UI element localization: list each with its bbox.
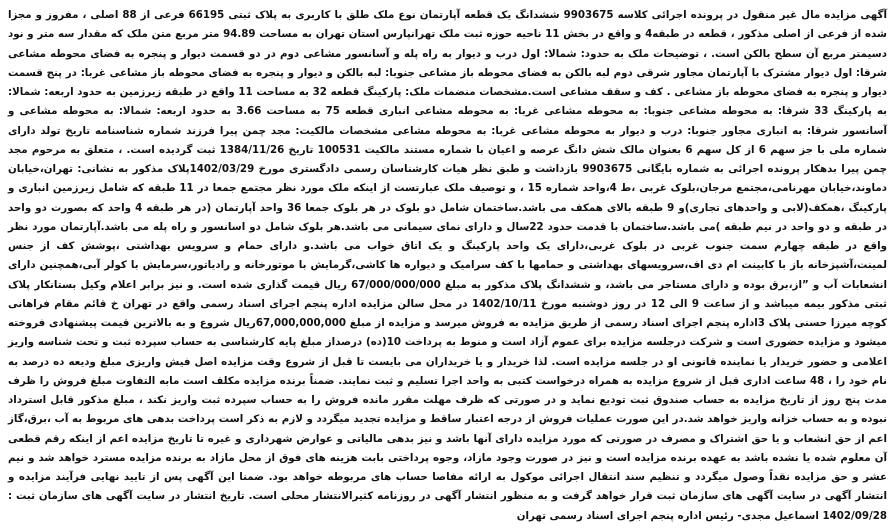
auction-notice bbox=[8, 6, 887, 526]
auction-notice-text: آگهی مزایده مال غیر منقول در پرونده اجرائی کلاسه 9903675 ششدانگ یک قطعه آپارتمان نوع ملک طلق با کاربری به پلاک ثبتی 66195 فرعی از 88 اصلی ، مفروز و مجزا شده از فرعی از اصلی مذکور ، قطعه در طبقه4 و واقع در بخش 11 ناحیه حوزه ثبت ملک تهرانپارس استان تهران به مساحت 94.89 متر مربع متن ملک که مقدار سه متر و نود دسیمتر مربع آن سطح بالکن است. ، توضیحات ملک به حدود: شمالا: اول درب و دیوار به راه پله و آسانسور مشاعی دوم در دو قسمت دیوار و پنجره به فضای محوطه مشاعی شرقا: اول دیوار مشترک با آپارتمان مجاور شرقی دوم لبه بالکن به فضای محوطه باز مشاعی جنوبا: لبه بالکن و دیوار و پنجره به فضای محوطه باز مشاعی غربا: در پنج قسمت دیوار و پنجره به فضای محوطه باز مشاعی . کف و سقف مشاعی است.مشخصات منضمات ملک: پارکینگ قطعه 32 به مساحت 11 واقع در طبقه زیرزمین به حدود اربعه: شمالا: به پارکینگ 33 شرقا: به محوطه مشاعی جنوبا: به محوطه مشاعی غربا: به محوطه مشاعی انباری قطعه 75 به مساحت 3.66 به حدود اربعه: شمالا: به محوطه مشاعی و آسانسور شرقا: به انباری مجاور جنوبا: درب و دیوار به محوطه مشاعی غربا: به محوطه مشاعی مشخصات مالکیت: مجد چمن پیرا فرزند شماره شناسنامه تاریخ تولد دارای شماره ملی با جز سهم 6 از کل سهم 6 بعنوان مالک شش دانگ عرصه و اعیان با شماره مستند مالکیت 100531 تاریخ 1384/11/26 ثبت گردیده است. ، متعلق به مرحوم مجد چمن پیرا بدهکار پرونده اجرائی به شماره بایگانی 9903675 بازداشت و طبق نظر هیات کارشناسان رسمی دادگستری مورخ 1402/03/29پلاک مذکور به نشانی: تهران،خیابان دماوند،خیابان مهرنامی،مجتمع مرجان،بلوک غربی ،ط 4،واحد شماره 15 ، و توصیف ملک عبارتست از اینکه ملک مورد نظر مجتمع جمعا در 11 طبقه که شامل زیرزمین انباری و پارکینگ ،همکف(لابی و واحدهای تجاری)و 9 طبقه بالای همکف می باشد.ساختمان شامل دو بلوک در هر بلوک جمعا 36 واحد آپارتمان (در هر طبقه 4 واحد که بصورت دو واحد در طبقه و دو واحد در نیم طبقه )می باشد.ساختمان با قدمت حدود 22سال و دارای نمای سیمانی می باشد.هر بلوک شامل دو اسانسور و راه پله می باشد.آپارتمان مورد نظر واقع در طبقه چهارم سمت جنوب غربی در بلوک غربی،دارای یک واحد پارکینگ و یک اتاق خواب می باشد.و دارای حمام و سرویس بهداشتی ،پوشش کف از جنس لمینت،آشپزخانه باز با کابینت ام دی اف،سرویسهای بهداشتی و حمامها با کف سرامیک و دیواره ها کاشی،گرمایش با موتورخانه و رادیاتور،سرمایش با کولر آبی،همچنین دارای انشعابات آب و ”از،برق بوده و دارای مستاجر می باشد، و ششدانگ پلاک مذکور به مبلغ 67/000/000/000 ریال قیمت گذاری شده است. و نیز برابر اعلام وکیل بستانکار پلاک ثبتی مذکور بیمه میباشد و از ساعت 9 الی 12 در روز دوشنبه مورخ 1402/10/11 در محل سالن مزایده اداره پنجم اجرای اسناد رسمی واقع در تهران خ قائم مقام فراهانی کوچه میرزا حسنی پلاک 3اداره پنجم اجرای اسناد رسمی از طریق مزایده به فروش میرسد و مزایده از مبلغ 67,000,000,000ریال شروع و به بالاترین قیمت پیشنهادی فروخته میشود و مزایده حضوری است و شرکت درجلسه مزایده برای عموم آزاد است و منوط به پرداخت 10(ده) درصداز مبلغ پایه کارشناسی به حساب سپرده ثبت و تحت شناسه واریز اعلامی و حضور خریدار یا نماینده قانونی او در جلسه مزایده است. لذا خریدار و یا خریداران می بایست تا قبل از شروع وقت مزایده اصل فیش واریزی مبلغ ودیعه ده درصد به نام خود را ، 48 ساعت اداری قبل از شروع مزایده به همراه درخواست کتبی به واحد اجرا تسلیم و ثبت نمایند. ضمناً برنده مزایده مکلف است مابه التفاوت مبلغ فروش را ظرف مدت پنج روز از تاریخ مزایده به حساب صندوق ثبت تودیع نماید و در صورتی که ظرف مهلت مقرر مانده فروش را به حساب سپرده ثبت واریز نکند ، مبلغ مذکور قابل استرداد نبوده و به حساب خزانه واریز خواهد شد.در این صورت عملیات فروش از درجه اعتبار ساقط و مزایده تجدید میگردد و لازم به ذکر است پرداخت بدهی های مربوط به آب ،برق،گاز اعم از حق انشعاب و یا حق اشتراک و مصرف در صورتی که مورد مزایده دارای آنها باشد و نیز بدهی مالیاتی و عوارض شهرداری و غیره تا تاریخ مزایده اعم از اینکه رقم قطعی آن معلوم شده یا نشده باشد به عهده برنده مزایده است و نیز در صورت وجود مازاد، وجوه پرداختی بابت هزینه های فوق از محل مازاد به برنده مزایده مسترد خواهد شد و نیم عشر و حق مزایده نقداً وصول میگردد و تنظیم سند انتقال اجرائی موکول به ارائه مفاصا حساب های مربوطه خواهد بود. ضمنا این آگهی پس از تایید نهایی فرآیند مزایده و انتشار آگهی در سایت آگهی های سازمان ثبت قرار خواهد گرفت و به منظور انتشار آگهی در روزنامه کثیرالانتشار محلی است. تاریخ انتشار در سایت آگهی های سازمان ثبت : 1402/09/28 اسماعیل مجدی- رئیس اداره پنجم اجرای اسناد رسمی تهران bbox=[8, 9, 888, 522]
